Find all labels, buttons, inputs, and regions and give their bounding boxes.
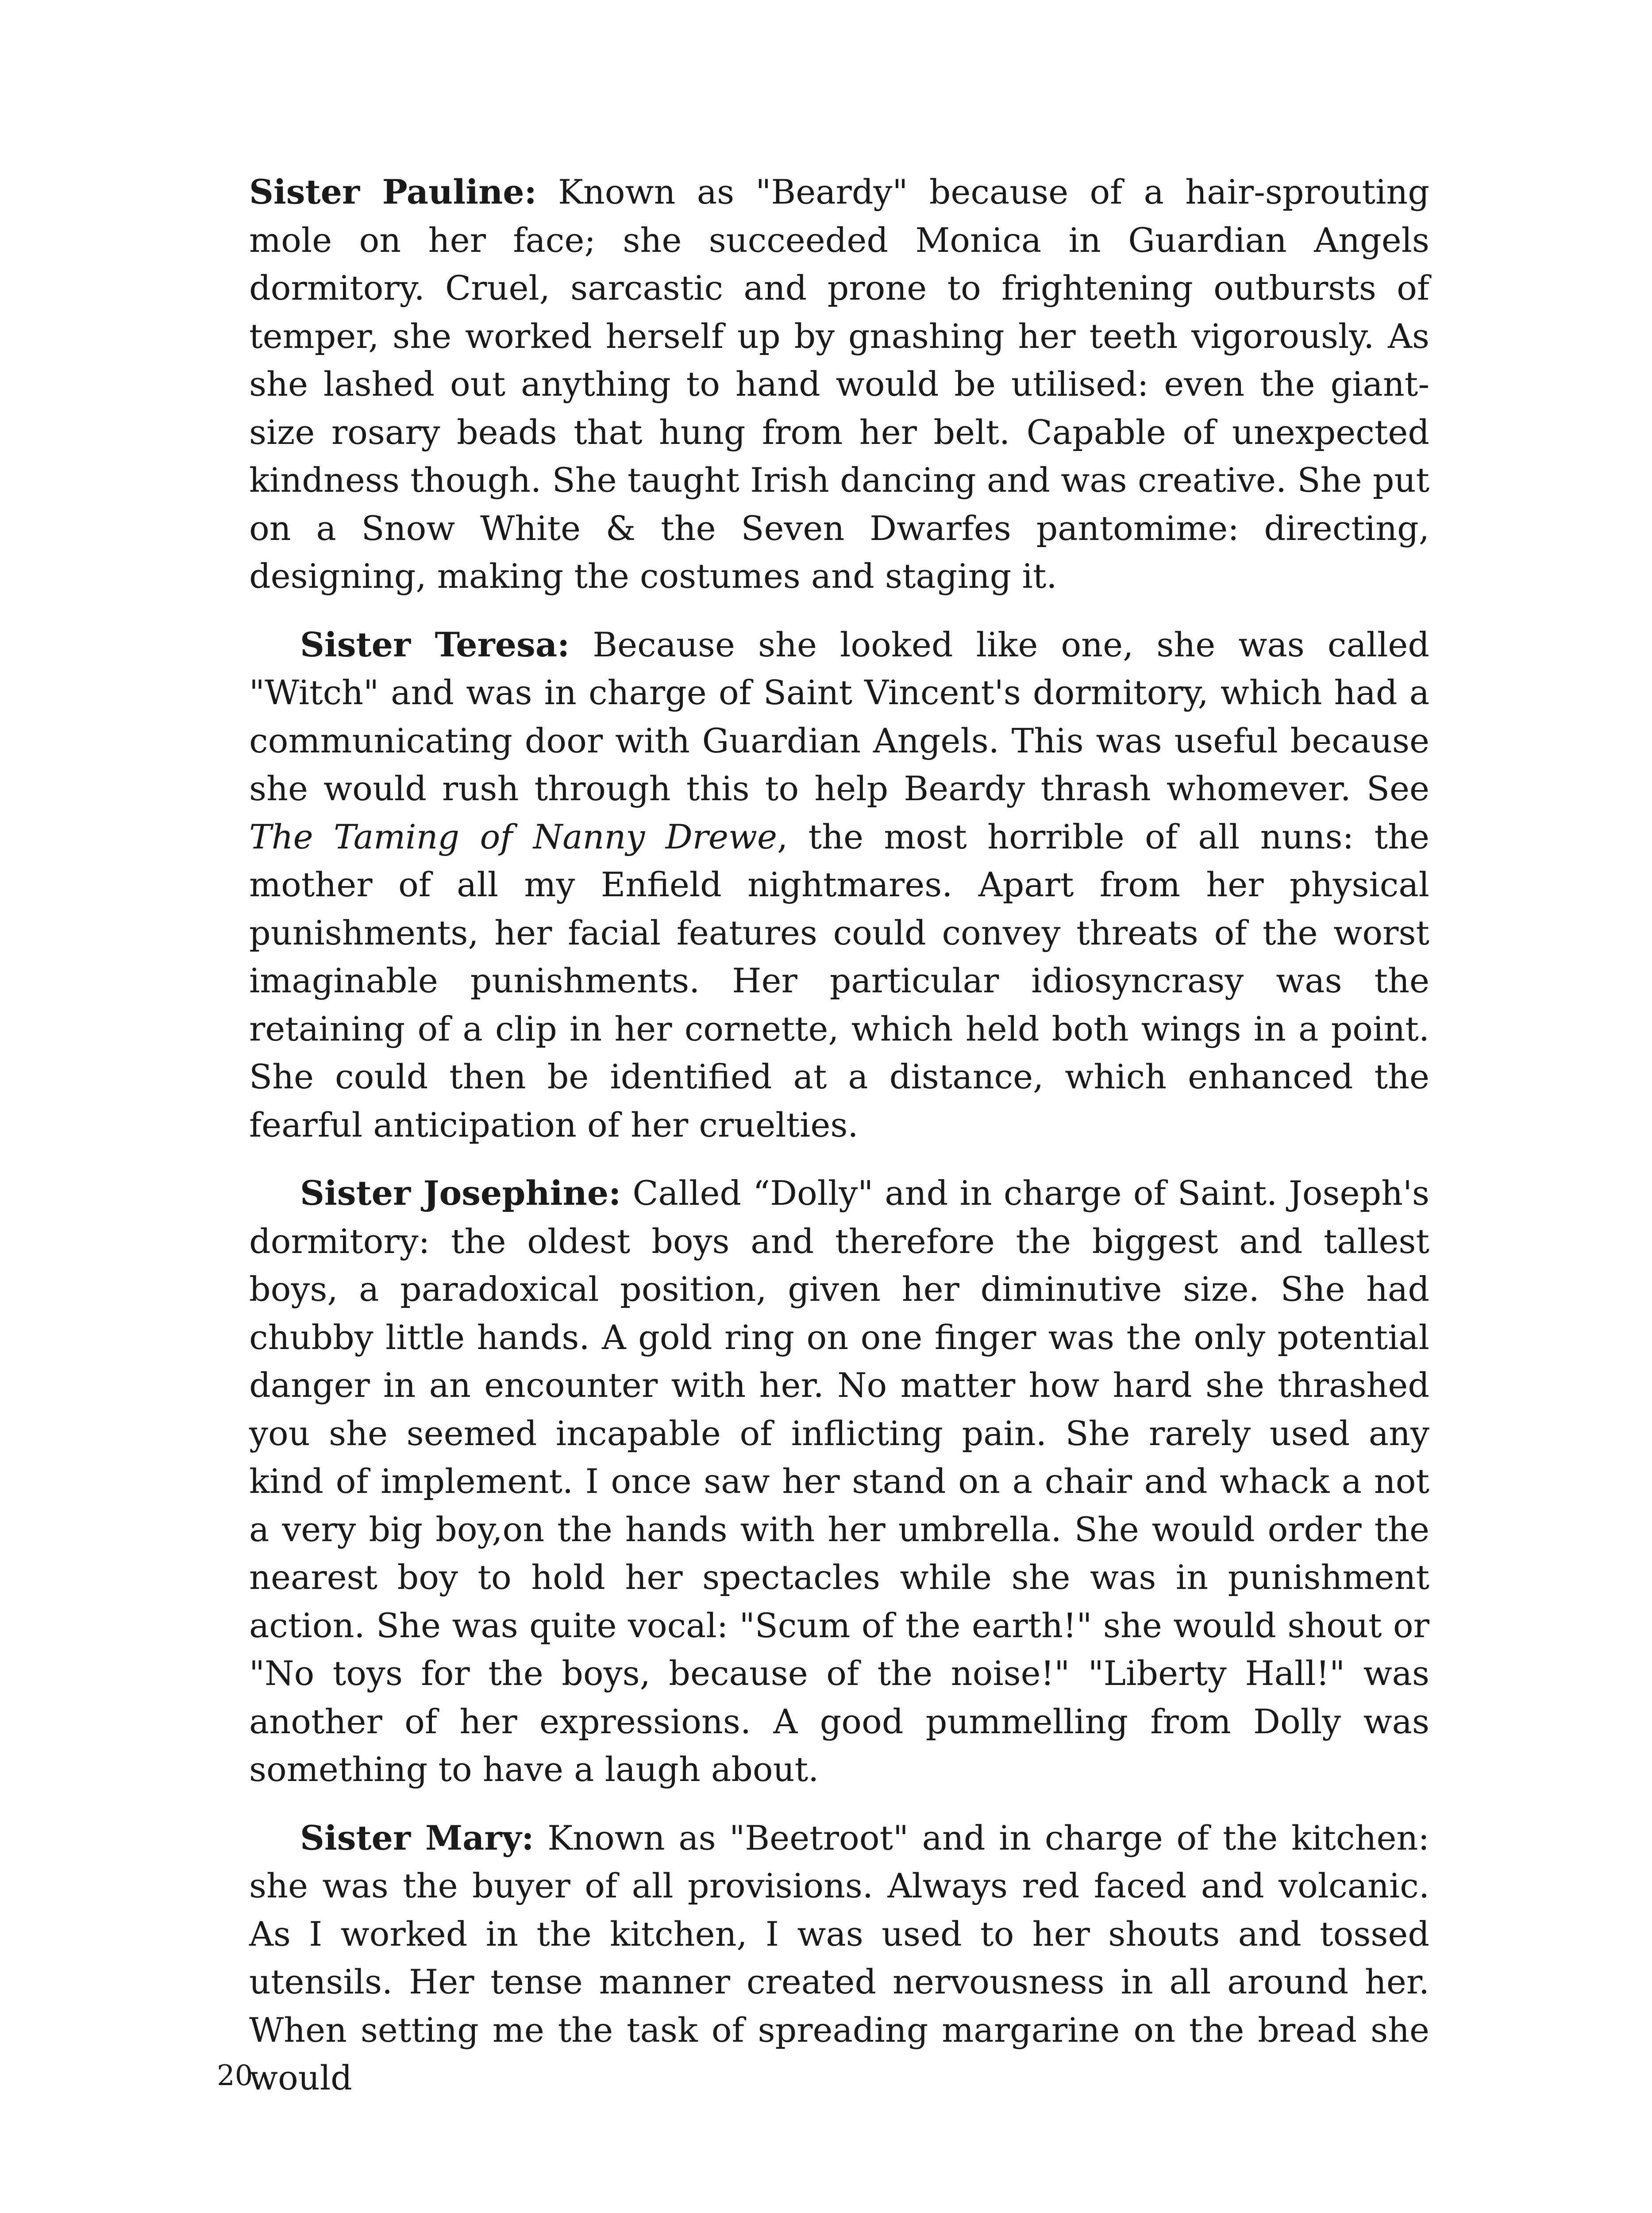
paragraph-sister-pauline <box>249 168 1429 601</box>
paragraph-text: , the most horrible of all nuns: the mother of all my Enfield nightmares. Apart from her physical punishments, her facial features could convey threats of the worst imaginable punishments. Her particular idiosyncrasy was the retaining of a clip in her cornette, which held both wings in a point. She could then be identified at a distance, which enhanced the fearful anticipation of her cruelties. <box>249 817 1429 1145</box>
paragraph-text: Known as "Beetroot" and in charge of the kitchen: she was the buyer of all provisions. Always red faced and volcanic. As I worked in the kitchen, I was used to her shouts and tossed utensils. Her tense manner created nervousness in all around her. When setting me the task of spreading margarine on the bread she would <box>249 1818 1429 2097</box>
paragraph-sister-teresa <box>249 621 1429 1149</box>
body-text <box>249 168 1429 2123</box>
book-title: The Taming of Nanny Drewe <box>249 817 778 856</box>
paragraph-text: Because she looked like one, she was called "Witch" and was in charge of Saint Vincent's dormitory, which had a communicating door with Guardian Angels. This was useful because she would rush through this to help Beardy thrash whomever. See <box>249 625 1430 808</box>
sister-name: Sister Teresa: <box>300 625 570 664</box>
paragraph-sister-mary <box>249 1814 1429 2102</box>
sister-name: Sister Pauline: <box>249 172 537 212</box>
sister-name: Sister Mary: <box>300 1818 534 1858</box>
paragraph-text: Called “Dolly" and in charge of Saint. Joseph's dormitory: the oldest boys and therefore the biggest and tallest boys, a paradoxical position, given her diminutive size. She had chubby little hands. A gold ring on one finger was the only potential danger in an encounter with her. No matter how hard she thrashed you she seemed incapable of inflicting pain. She rarely used any kind of implement. I once saw her stand on a chair and whack a not a very big boy,on the hands with her umbrella. She would order the nearest boy to hold her spectacles while she was in punishment action. She was quite vocal: "Scum of the earth!" she would shout or "No toys for the boys, because of the noise!" "Liberty Hall!" was another of her expressions. A good pummelling from Dolly was something to have a laugh about. <box>249 1173 1429 1789</box>
page-number: 20 <box>217 2059 253 2092</box>
paragraph-text: Known as "Beardy" because of a hair-sprouting mole on her face; she succeeded Monica in Guardian Angels dormitory. Cruel, sarcastic and prone to frightening outbursts of temper, she worked herself up by gnashing her teeth vigorously. As she lashed out anything to hand would be utilised: even the giant-size rosary beads that hung from her belt. Capable of unexpected kindness though. She taught Irish dancing and was creative. She put on a Snow White & the Seven Dwarfes pantomime: directing, designing, making the costumes and staging it. <box>249 172 1430 596</box>
sister-name: Sister Josephine: <box>300 1173 621 1213</box>
paragraph-sister-josephine <box>249 1169 1429 1794</box>
